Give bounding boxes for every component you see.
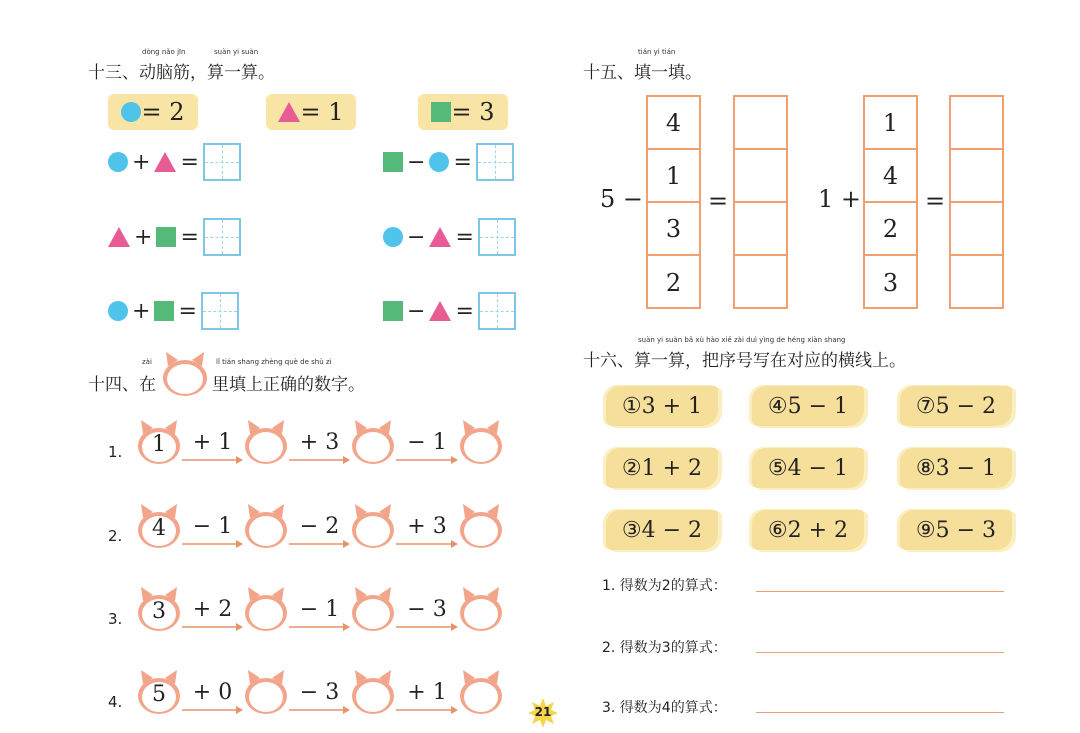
arrow-icon	[289, 540, 350, 548]
expr-4	[383, 218, 516, 256]
legend-circle-value: = 2	[141, 98, 185, 126]
equals: =	[708, 187, 729, 215]
given-cell: 2	[665, 268, 682, 297]
answer-line-2[interactable]	[756, 651, 1004, 653]
expr-item-7: ⑦5 − 2	[900, 386, 1012, 426]
section-13-heading: 十三、动脑筋，算一算。	[88, 63, 275, 83]
operation-label: + 1	[407, 680, 447, 705]
equals: =	[455, 298, 474, 324]
legend-triangle-value: = 1	[300, 98, 344, 126]
cat-circle-icon[interactable]	[350, 585, 396, 633]
start-number: 1	[152, 432, 166, 457]
legend-circle	[108, 94, 198, 130]
answer-grid[interactable]	[203, 218, 241, 256]
given-cell: 3	[648, 203, 699, 256]
given-column-1	[646, 95, 701, 309]
circle-shape-icon	[108, 152, 128, 172]
pinyin-s16: suàn yi suàn bǎ xù hào xiě zài duì yìng de héng xiàn shang	[638, 336, 846, 344]
operation-label: + 1	[192, 430, 233, 455]
given-column-2	[863, 95, 918, 309]
operator: −	[407, 298, 426, 324]
equals: =	[180, 224, 199, 250]
operation-label: − 3	[407, 597, 447, 622]
section-16-heading: 十六、算一算，把序号写在对应的横线上。	[583, 351, 906, 371]
expr-item-1: ①3 + 1	[606, 386, 718, 426]
triangle-shape-icon	[278, 102, 300, 122]
operation-label: − 1	[407, 430, 447, 455]
row-label: 4.	[108, 693, 123, 711]
operation-label: + 2	[192, 597, 233, 622]
cat-circle-icon[interactable]	[350, 418, 396, 466]
page-number: 21	[534, 705, 552, 719]
operator: +	[132, 298, 151, 324]
expr-item-4: ④5 − 1	[752, 386, 864, 426]
arrow-icon	[396, 623, 458, 631]
question-3: 3. 得数为4的算式：	[602, 700, 727, 716]
square-shape-icon	[431, 102, 451, 122]
expr-item-2: ②1 + 2	[606, 448, 718, 488]
pinyin-s15: tián yi tián	[638, 48, 676, 56]
answer-line-3[interactable]	[756, 711, 1004, 713]
expr-item-8: ⑧3 − 1	[900, 448, 1012, 488]
given-cell: 4	[865, 150, 916, 203]
equals: =	[925, 187, 946, 215]
arrow-icon	[289, 456, 350, 464]
row-label: 3.	[108, 610, 123, 628]
cat-circle-icon	[160, 350, 210, 398]
answer-grid[interactable]	[203, 143, 241, 181]
answer-grid[interactable]	[478, 292, 516, 330]
operator: −	[407, 224, 426, 250]
answer-cell[interactable]	[735, 203, 786, 256]
operation-label: − 1	[192, 514, 233, 539]
cat-circle-icon[interactable]	[458, 668, 504, 716]
operation-label: − 3	[299, 680, 340, 705]
pinyin-s14-a: zài	[142, 358, 152, 366]
given-cell: 3	[882, 268, 899, 297]
triangle-shape-icon	[154, 152, 176, 172]
legend-triangle	[266, 94, 356, 130]
equals: =	[180, 149, 199, 175]
square-shape-icon	[383, 152, 403, 172]
given-cell: 4	[648, 97, 699, 150]
square-shape-icon	[383, 301, 403, 321]
expr-3	[108, 218, 241, 256]
given-cell: 2	[865, 203, 916, 256]
operation-label: − 1	[299, 597, 340, 622]
answer-cell[interactable]	[951, 97, 1002, 150]
square-shape-icon	[154, 301, 174, 321]
cat-circle-icon[interactable]	[350, 502, 396, 550]
cat-circle-icon[interactable]	[243, 418, 289, 466]
question-1: 1. 得数为2的算式：	[602, 578, 727, 594]
start-number: 4	[152, 516, 166, 541]
operation-label: + 0	[192, 680, 233, 705]
pinyin-s13-b: suàn yi suàn	[214, 48, 259, 56]
answer-cell[interactable]	[735, 97, 786, 150]
page-number-badge	[528, 698, 558, 728]
cat-circle-icon[interactable]	[458, 418, 504, 466]
arrow-icon	[289, 623, 350, 631]
question-2: 2. 得数为3的算式：	[602, 640, 727, 656]
pinyin-s13-a: dòng nǎo jīn	[142, 48, 186, 56]
answer-column-2	[949, 95, 1004, 309]
answer-cell[interactable]	[951, 203, 1002, 256]
arrow-icon	[396, 456, 458, 464]
circle-shape-icon	[108, 301, 128, 321]
expr-1	[108, 143, 241, 181]
section-15-heading: 十五、填一填。	[583, 63, 702, 83]
answer-cell[interactable]	[951, 256, 1002, 309]
circle-shape-icon	[429, 152, 449, 172]
start-number: 5	[152, 682, 166, 707]
triangle-shape-icon	[429, 227, 451, 247]
equals: =	[178, 298, 197, 324]
arrow-icon	[289, 706, 350, 714]
operation-label: − 2	[299, 514, 340, 539]
expr-5	[108, 292, 239, 330]
answer-cell[interactable]	[951, 150, 1002, 203]
cat-circle-icon[interactable]	[458, 585, 504, 633]
arrow-icon	[396, 540, 458, 548]
square-shape-icon	[156, 227, 176, 247]
operation-label: + 3	[407, 514, 447, 539]
legend-square-value: = 3	[451, 98, 495, 126]
start-number: 3	[152, 599, 166, 624]
given-cell: 1	[648, 150, 699, 203]
row-label: 2.	[108, 527, 123, 545]
section-14-heading-post: 里填上正确的数字。	[212, 375, 365, 395]
legend-square	[418, 94, 508, 130]
operator: −	[407, 149, 426, 175]
cat-circle-icon[interactable]	[458, 502, 504, 550]
operation-label: + 3	[299, 430, 340, 455]
lhs-1-plus: 1 +	[818, 185, 862, 213]
cat-circle-icon[interactable]	[243, 502, 289, 550]
answer-cell[interactable]	[735, 150, 786, 203]
expr-6	[383, 292, 516, 330]
answer-line-1[interactable]	[756, 590, 1004, 592]
answer-column-1	[733, 95, 788, 309]
arrow-icon	[396, 706, 458, 714]
cat-circle-icon[interactable]	[243, 585, 289, 633]
triangle-shape-icon	[429, 301, 451, 321]
answer-grid[interactable]	[476, 143, 514, 181]
pinyin-s14-b: lǐ tián shang zhèng què de shù zì	[216, 358, 332, 366]
given-cell: 1	[865, 97, 916, 150]
expr-item-3: ③4 − 2	[606, 510, 718, 550]
arrow-icon	[182, 540, 243, 548]
row-label: 1.	[108, 443, 123, 461]
equals: =	[453, 149, 472, 175]
circle-shape-icon	[121, 102, 141, 122]
arrow-icon	[182, 456, 243, 464]
section-14-heading-pre: 十四、在	[88, 375, 156, 395]
answer-grid[interactable]	[478, 218, 516, 256]
triangle-shape-icon	[108, 227, 130, 247]
expr-item-6: ⑥2 + 2	[752, 510, 864, 550]
lhs-5-minus: 5 −	[600, 185, 644, 213]
expr-2	[383, 143, 514, 181]
answer-grid[interactable]	[201, 292, 239, 330]
answer-cell[interactable]	[735, 256, 786, 309]
circle-shape-icon	[383, 227, 403, 247]
arrow-icon	[182, 623, 243, 631]
cat-circle-icon[interactable]	[243, 668, 289, 716]
expr-item-5: ⑤4 − 1	[752, 448, 864, 488]
cat-circle-icon[interactable]	[350, 668, 396, 716]
equals: =	[455, 224, 474, 250]
operator: +	[134, 224, 153, 250]
arrow-icon	[182, 706, 243, 714]
operator: +	[132, 149, 151, 175]
expr-item-9: ⑨5 − 3	[900, 510, 1012, 550]
